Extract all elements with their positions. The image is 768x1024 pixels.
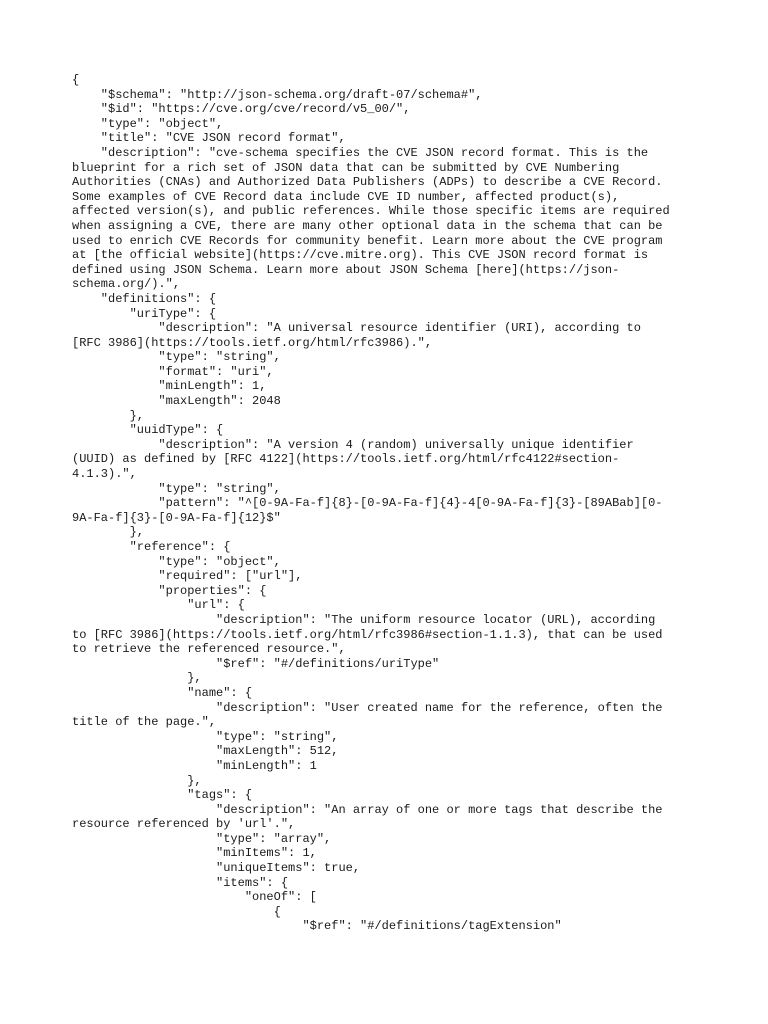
code-line: "properties": { bbox=[72, 583, 267, 598]
code-line: "name": { bbox=[72, 685, 253, 700]
code-line: blueprint for a rich set of JSON data that can be submitted by CVE Numbering bbox=[72, 160, 620, 175]
code-line: at [the official website](https://cve.mitre.org). This CVE JSON record format is bbox=[72, 248, 649, 263]
code-line: "minItems": 1, bbox=[72, 846, 317, 861]
code-line: to [RFC 3986](https://tools.ietf.org/html/rfc3986#section-1.1.3), that can be used bbox=[72, 627, 663, 642]
code-line: Authorities (CNAs) and Authorized Data Publishers (ADPs) to describe a CVE Record. bbox=[72, 175, 663, 190]
code-line: "type": "object", bbox=[72, 116, 224, 131]
code-line: "maxLength": 512, bbox=[72, 744, 339, 759]
code-line: "$schema": "http://json-schema.org/draft-07/schema#", bbox=[72, 87, 483, 102]
code-line: "minLength": 1 bbox=[72, 758, 317, 773]
code-line: "description": "User created name for the reference, often the bbox=[72, 700, 663, 715]
code-line: title of the page.", bbox=[72, 715, 217, 730]
code-line: "minLength": 1, bbox=[72, 379, 267, 394]
code-line: "uriType": { bbox=[72, 306, 217, 321]
code-line: 9A-Fa-f]{3}-[0-9A-Fa-f]{12}$" bbox=[72, 510, 281, 525]
code-line: resource referenced by 'url'.", bbox=[72, 817, 296, 832]
code-line: affected version(s), and public references. While those specific items are required bbox=[72, 204, 670, 219]
code-line: "title": "CVE JSON record format", bbox=[72, 131, 346, 146]
code-line: schema.org/).", bbox=[72, 277, 181, 292]
code-line: "format": "uri", bbox=[72, 364, 274, 379]
code-line: "definitions": { bbox=[72, 291, 217, 306]
code-line: "url": { bbox=[72, 598, 245, 613]
code-line: "uuidType": { bbox=[72, 423, 224, 438]
code-line: { bbox=[72, 904, 281, 919]
code-line: "required": ["url"], bbox=[72, 569, 303, 584]
code-line: "description": "The uniform resource locator (URL), according bbox=[72, 612, 656, 627]
code-line: "$ref": "#/definitions/tagExtension" bbox=[72, 919, 562, 934]
code-line: "type": "string", bbox=[72, 481, 281, 496]
code-line: "maxLength": 2048 bbox=[72, 394, 281, 409]
code-line: "uniqueItems": true, bbox=[72, 861, 361, 876]
code-line: "type": "array", bbox=[72, 831, 332, 846]
code-line: "description": "An array of one or more tags that describe the bbox=[72, 802, 663, 817]
code-line: "type": "string", bbox=[72, 350, 281, 365]
code-line: "reference": { bbox=[72, 540, 231, 554]
code-line: "oneOf": [ bbox=[72, 890, 317, 905]
code-line: used to enrich CVE Records for community benefit. Learn more about the CVE program bbox=[72, 233, 663, 248]
code-line: "type": "string", bbox=[72, 729, 339, 744]
code-line: "$ref": "#/definitions/uriType" bbox=[72, 656, 440, 671]
json-code-block bbox=[72, 73, 702, 934]
code-line: when assigning a CVE, there are many other optional data in the schema that can be bbox=[72, 218, 663, 233]
code-line: "tags": { bbox=[72, 788, 253, 803]
code-line: 4.1.3).", bbox=[72, 467, 137, 482]
code-line: "type": "object", bbox=[72, 554, 281, 569]
code-line: }, bbox=[72, 773, 202, 788]
code-line: }, bbox=[72, 408, 145, 423]
code-line: }, bbox=[72, 525, 145, 540]
code-line: to retrieve the referenced resource.", bbox=[72, 642, 346, 657]
code-line: "description": "A universal resource identifier (URI), according to bbox=[72, 321, 641, 336]
code-line: "$id": "https://cve.org/cve/record/v5_00/", bbox=[72, 102, 411, 117]
code-line: }, bbox=[72, 671, 202, 686]
code-line: "description": "cve-schema specifies the CVE JSON record format. This is the bbox=[72, 145, 649, 160]
code-line: "pattern": "^[0-9A-Fa-f]{8}-[0-9A-Fa-f]{4}-4[0-9A-Fa-f]{3}-[89ABab][0- bbox=[72, 496, 663, 511]
code-line: Some examples of CVE Record data include CVE ID number, affected product(s), bbox=[72, 189, 620, 204]
code-line: "description": "A version 4 (random) universally unique identifier bbox=[72, 437, 634, 452]
code-line: "items": { bbox=[72, 875, 289, 890]
code-line: [RFC 3986](https://tools.ietf.org/html/rfc3986).", bbox=[72, 335, 433, 350]
code-line: defined using JSON Schema. Learn more about JSON Schema [here](https://json- bbox=[72, 262, 620, 277]
code-line: { bbox=[72, 73, 80, 87]
code-line: (UUID) as defined by [RFC 4122](https://tools.ietf.org/html/rfc4122#section- bbox=[72, 452, 620, 467]
